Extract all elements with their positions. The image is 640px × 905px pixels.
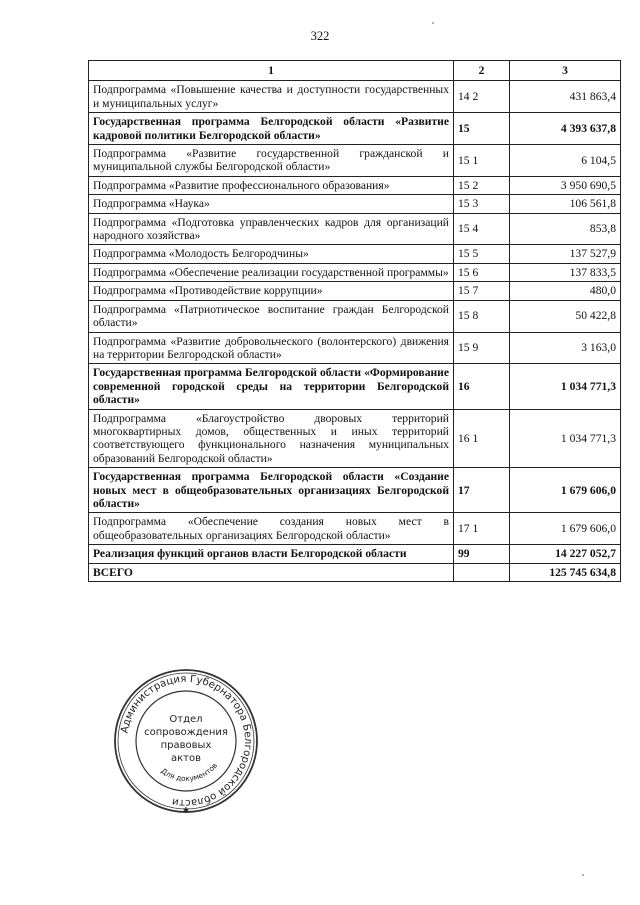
row-name-cell: Государственная программа Белгородской области «Создание новых мест в общеобразовательных организациях Белгородской области» <box>89 468 454 513</box>
table-row <box>89 545 621 563</box>
row-code-cell: 16 <box>454 364 510 409</box>
row-name-cell: Государственная программа Белгородской области «Развитие кадровой политики Белгородской области» <box>89 113 454 145</box>
column-header-1: 1 <box>89 61 454 81</box>
row-code-cell: 15 8 <box>454 300 510 332</box>
table-row <box>89 81 621 113</box>
table-row <box>89 282 621 300</box>
row-amount-cell: 3 163,0 <box>510 332 621 364</box>
scan-speck <box>432 22 434 24</box>
row-name-cell: Подпрограмма «Подготовка управленческих кадров для организаций народного хозяйства» <box>89 213 454 245</box>
row-name-cell: Реализация функций органов власти Белгородской области <box>89 545 454 563</box>
row-code-cell: 99 <box>454 545 510 563</box>
row-name-cell: Подпрограмма «Обеспечение реализации государственной программы» <box>89 263 454 281</box>
row-amount-cell: 137 833,5 <box>510 263 621 281</box>
budget-table <box>88 60 621 582</box>
row-code-cell: 15 5 <box>454 245 510 263</box>
row-code-cell: 17 <box>454 468 510 513</box>
table-row <box>89 300 621 332</box>
column-header-2: 2 <box>454 61 510 81</box>
row-amount-cell: 1 679 606,0 <box>510 513 621 545</box>
table-row <box>89 468 621 513</box>
row-code-cell: 15 9 <box>454 332 510 364</box>
row-amount-cell: 480,0 <box>510 282 621 300</box>
row-amount-cell: 3 950 690,5 <box>510 176 621 194</box>
row-amount-cell: 14 227 052,7 <box>510 545 621 563</box>
table-row <box>89 245 621 263</box>
row-code-cell: 15 4 <box>454 213 510 245</box>
table-row <box>89 563 621 581</box>
row-code-cell: 17 1 <box>454 513 510 545</box>
row-name-cell: Подпрограмма «Патриотическое воспитание граждан Белгородской области» <box>89 300 454 332</box>
table-row <box>89 195 621 213</box>
row-name-cell: Подпрограмма «Противодействие коррупции» <box>89 282 454 300</box>
row-code-cell: 14 2 <box>454 81 510 113</box>
table-row <box>89 409 621 468</box>
row-amount-cell: 1 034 771,3 <box>510 409 621 468</box>
row-code-cell: 15 2 <box>454 176 510 194</box>
row-amount-cell: 106 561,8 <box>510 195 621 213</box>
official-stamp <box>111 666 261 816</box>
row-name-cell: Подпрограмма «Обеспечение создания новых мест в общеобразовательных организациях Белгородской области» <box>89 513 454 545</box>
table-row <box>89 364 621 409</box>
table-row <box>89 513 621 545</box>
table-row <box>89 263 621 281</box>
row-amount-cell: 1 679 606,0 <box>510 468 621 513</box>
row-name-cell: Подпрограмма «Развитие добровольческого (волонтерского) движения на территории Белгородской области» <box>89 332 454 364</box>
row-code-cell: 15 <box>454 113 510 145</box>
stamp-center-line-4: актов <box>170 753 202 764</box>
row-code-cell: 15 7 <box>454 282 510 300</box>
row-amount-cell: 4 393 637,8 <box>510 113 621 145</box>
row-amount-cell: 1 034 771,3 <box>510 364 621 409</box>
row-name-cell: Подпрограмма «Развитие профессионального образования» <box>89 176 454 194</box>
stamp-star-icon: ✱ <box>182 806 190 815</box>
table-header-row <box>89 61 621 81</box>
stamp-center-line-2: сопровождения <box>144 727 228 738</box>
row-name-cell: Подпрограмма «Повышение качества и доступности государственных и муниципальных услуг» <box>89 81 454 113</box>
row-amount-cell: 137 527,9 <box>510 245 621 263</box>
row-name-cell: ВСЕГО <box>89 563 454 581</box>
scan-speck <box>582 874 584 876</box>
row-code-cell: 15 3 <box>454 195 510 213</box>
row-amount-cell: 431 863,4 <box>510 81 621 113</box>
row-amount-cell: 125 745 634,8 <box>510 563 621 581</box>
row-name-cell: Государственная программа Белгородской области «Формирование современной городской среды на территории Белгородской области» <box>89 364 454 409</box>
table-row <box>89 176 621 194</box>
row-amount-cell: 853,8 <box>510 213 621 245</box>
table-row <box>89 145 621 177</box>
row-name-cell: Подпрограмма «Молодость Белгородчины» <box>89 245 454 263</box>
row-name-cell: Подпрограмма «Наука» <box>89 195 454 213</box>
stamp-center-line-3: правовых <box>160 740 212 751</box>
stamp-outer-text: Администрация Губернатора Белгородской области <box>119 673 254 809</box>
row-amount-cell: 50 422,8 <box>510 300 621 332</box>
table-row <box>89 113 621 145</box>
stamp-inner-arc-text: Для документов <box>159 760 220 784</box>
page-number: 322 <box>310 29 330 43</box>
table-row <box>89 332 621 364</box>
stamp-center-line-1: Отдел <box>169 714 203 725</box>
table-body <box>89 81 621 582</box>
row-code-cell: 15 1 <box>454 145 510 177</box>
row-name-cell: Подпрограмма «Развитие государственной гражданской и муниципальной службы Белгородской области» <box>89 145 454 177</box>
row-code-cell: 15 6 <box>454 263 510 281</box>
row-code-cell: 16 1 <box>454 409 510 468</box>
column-header-3: 3 <box>510 61 621 81</box>
table-row <box>89 213 621 245</box>
row-amount-cell: 6 104,5 <box>510 145 621 177</box>
row-code-cell <box>454 563 510 581</box>
row-name-cell: Подпрограмма «Благоустройство дворовых территорий многоквартирных домов, общественных и иных территорий соответствующего функционального назначения муниципальных образований Белгородской области» <box>89 409 454 468</box>
